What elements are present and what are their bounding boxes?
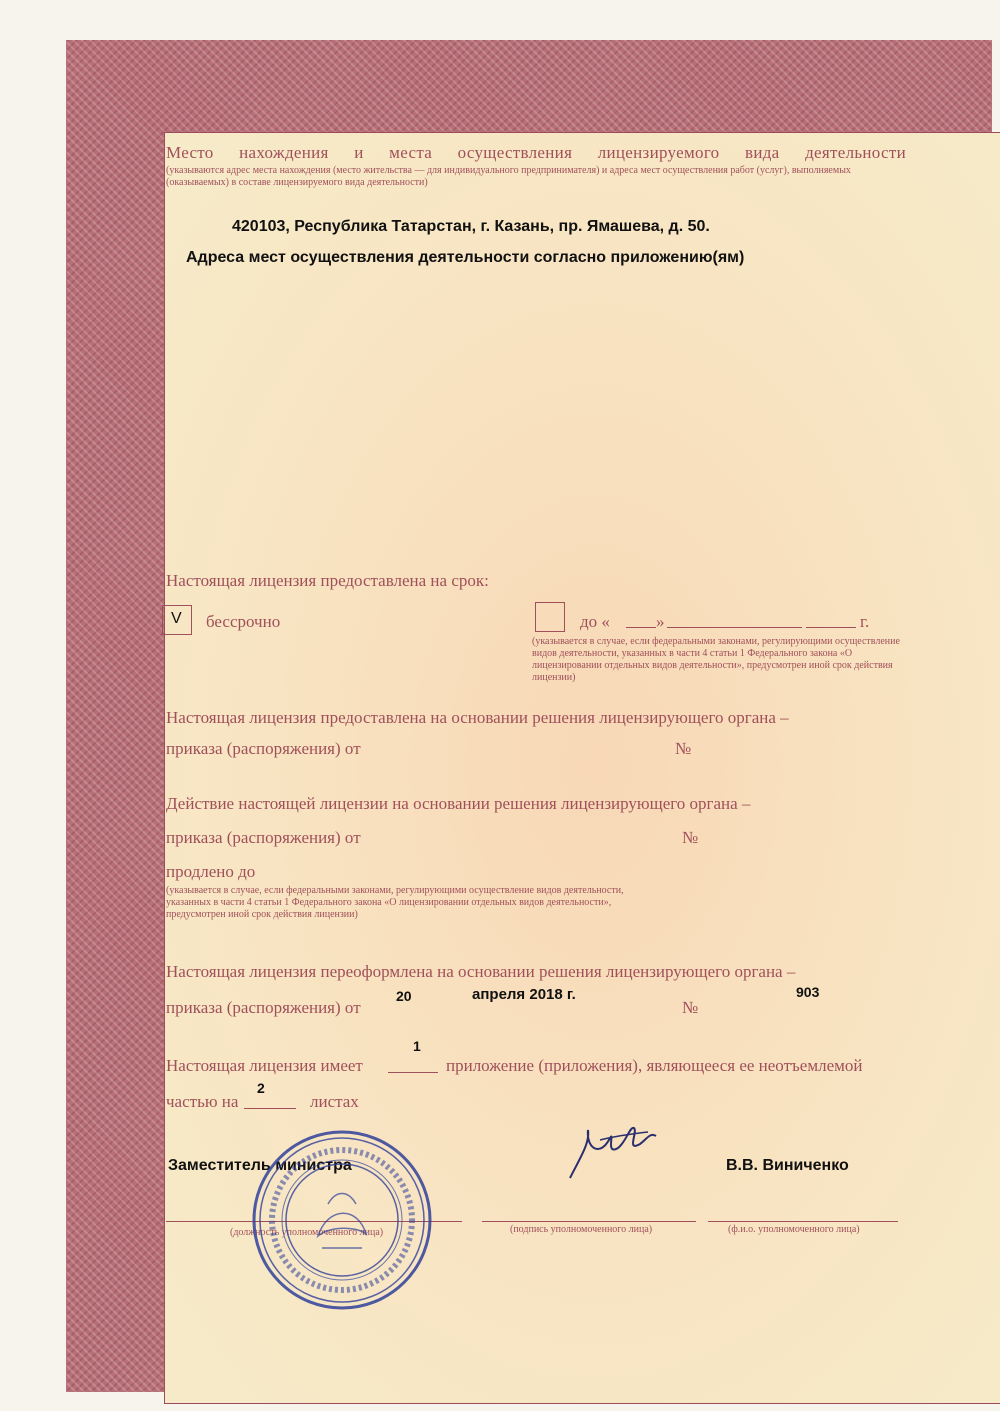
name-line (708, 1221, 898, 1222)
place-heading: Место нахождения и места осуществления лицензируемого вида деятельности (166, 143, 906, 162)
position-caption: (должность уполномоченного лица) (230, 1227, 384, 1238)
signature-line (482, 1221, 696, 1222)
until-close: » (656, 612, 665, 631)
basis-line1: Настоящая лицензия предоставлена на основании решения лицензирующего органа – (166, 708, 789, 727)
until-date-checkbox[interactable] (535, 602, 565, 632)
appendix-sheets-line (244, 1108, 296, 1109)
signature-caption: (подпись уполномоченного лица) (510, 1224, 653, 1235)
reissue-line2: приказа (распоряжения) от (166, 998, 361, 1017)
until-year-line (806, 627, 856, 628)
appendix-count-line (388, 1072, 438, 1073)
indefinite-label: бессрочно (206, 612, 281, 631)
reissue-month-year: апреля 2018 г. (472, 986, 576, 1003)
appendix-count: 1 (413, 1038, 421, 1054)
year-suffix: г. (860, 612, 870, 631)
signatory-position: Заместитель министра (168, 1157, 352, 1174)
appendix-sheets: 2 (257, 1080, 265, 1096)
official-seal (248, 1126, 436, 1314)
extension-line2: приказа (распоряжения) от (166, 828, 361, 847)
basis-line2: приказа (распоряжения) от (166, 739, 361, 758)
indefinite-checkbox[interactable] (162, 605, 192, 635)
extension-number-sign: № (682, 828, 699, 847)
reissue-number-sign: № (682, 998, 699, 1017)
basis-number-sign: № (675, 739, 692, 758)
extended-until-label: продлено до (166, 862, 256, 881)
addresses-per-appendix: Адреса мест осуществления деятельности согласно приложению(ям) (186, 249, 745, 266)
reissue-day: 20 (396, 988, 412, 1004)
appendix-text-d: листах (310, 1092, 359, 1111)
handwritten-signature (560, 1118, 670, 1188)
reissue-number: 903 (796, 984, 820, 1000)
until-day-line (626, 627, 656, 628)
license-address: 420103, Республика Татарстан, г. Казань, пр. Ямашева, д. 50. (232, 218, 710, 235)
appendix-text-a: Настоящая лицензия имеет (166, 1056, 363, 1075)
extension-note: (указывается в случае, если федеральными законами, регулирующими осуществление видов деятельности, указанных в части 4 статьи 1 Федерального закона «О лицензировании отдельных видов деятельности», предусмотрен иной срок действия лицензии) (166, 885, 624, 920)
name-caption: (ф.и.о. уполномоченного лица) (728, 1224, 860, 1235)
until-note: (указывается в случае, если федеральными законами, регулирующими осуществление видов деятельности, указанных в части 4 статьи 1 Федерального закона «О лицензировании отдельных видов деятельности», предусмотрен иной срок действия лицензии) (532, 636, 900, 683)
extension-line1: Действие настоящей лицензии на основании решения лицензирующего органа – (166, 794, 751, 813)
signatory-name: В.В. Виниченко (726, 1157, 849, 1174)
reissue-line1: Настоящая лицензия переоформлена на основании решения лицензирующего органа – (166, 962, 796, 981)
appendix-text-b: приложение (приложения), являющееся ее неотъемлемой (446, 1056, 863, 1075)
place-note: (указываются адрес места нахождения (место жительства — для индивидуального предпринимателя) и адреса мест осуществления работ (услуг), выполняемых (оказываемых) в составе лицензируемого вида деятельности) (166, 165, 851, 188)
check-mark: V (171, 610, 182, 627)
appendix-text-c: частью на (166, 1092, 239, 1111)
term-heading: Настоящая лицензия предоставлена на срок: (166, 571, 489, 590)
until-month-line (667, 627, 802, 628)
until-prefix: до « (580, 612, 610, 631)
